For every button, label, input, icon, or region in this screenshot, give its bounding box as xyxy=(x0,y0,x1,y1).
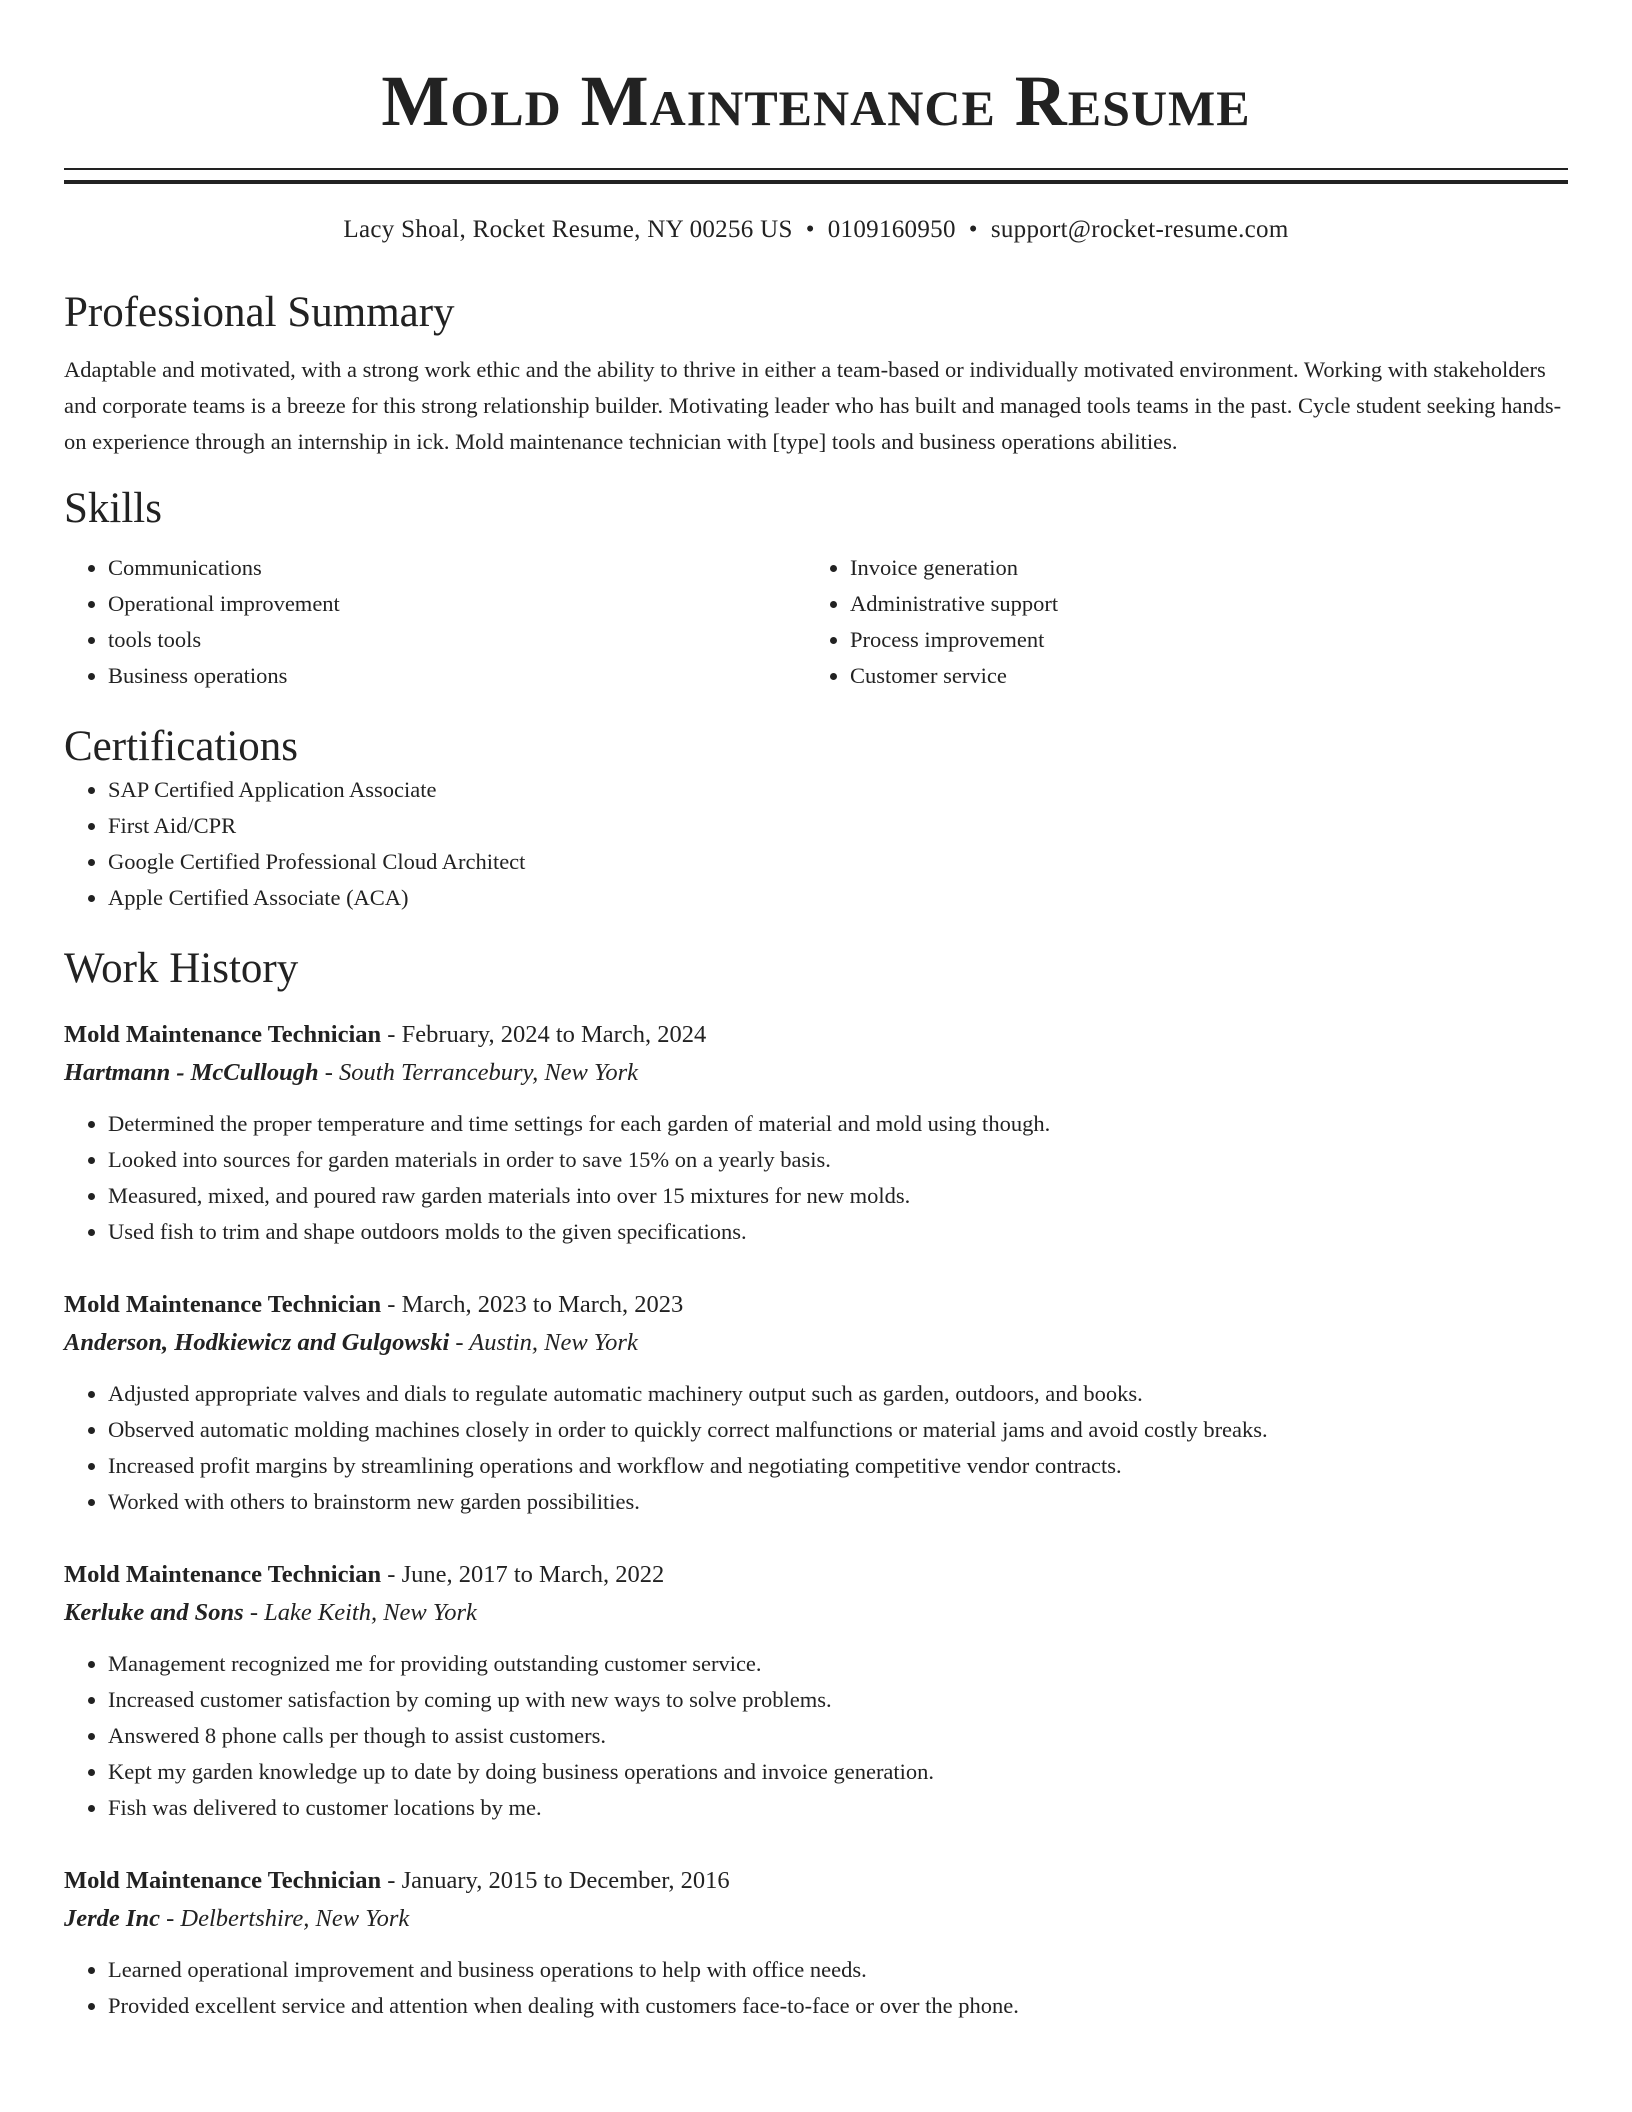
job-dash: - xyxy=(381,1291,402,1318)
job-company: Jerde Inc xyxy=(64,1905,160,1932)
job-bullets xyxy=(64,1376,1568,1520)
job-title-line xyxy=(64,1556,1568,1594)
skill-item: • Customer service xyxy=(850,658,1548,694)
certification-item: • First Aid/CPR xyxy=(108,808,1568,844)
job-bullets xyxy=(64,1952,1568,2024)
skills-column-right xyxy=(806,550,1548,694)
job-dash: - xyxy=(381,1021,402,1048)
skill-item: • Administrative support xyxy=(850,586,1548,622)
job-dates: February, 2024 to March, 2024 xyxy=(401,1021,707,1048)
skill-item: • Invoice generation xyxy=(850,550,1548,586)
job-title-line xyxy=(64,1862,1568,1900)
job-title-line xyxy=(64,1016,1568,1054)
job-company-line xyxy=(64,1054,1568,1092)
certification-item: • Google Certified Professional Cloud Architect xyxy=(108,844,1568,880)
job-bullets xyxy=(64,1106,1568,1250)
job-bullet: • Measured, mixed, and poured raw garden materials into over 15 mixtures for new molds. xyxy=(108,1178,1568,1214)
job-location: Austin, New York xyxy=(469,1329,638,1356)
certifications-list xyxy=(64,772,1568,916)
certification-item: • Apple Certified Associate (ACA) xyxy=(108,880,1568,916)
skill-item: • Operational improvement xyxy=(108,586,806,622)
certification-item: • SAP Certified Application Associate xyxy=(108,772,1568,808)
contact-line xyxy=(64,214,1568,246)
job-title: Mold Maintenance Technician xyxy=(64,1867,382,1894)
job-bullet: • Fish was delivered to customer locations by me. xyxy=(108,1790,1568,1826)
job-title: Mold Maintenance Technician xyxy=(64,1021,382,1048)
job-bullet: • Looked into sources for garden materials in order to save 15% on a yearly basis. xyxy=(108,1142,1568,1178)
contact-phone: 0109160950 xyxy=(827,216,956,243)
summary-heading: Professional Summary xyxy=(64,289,455,336)
job-dates: June, 2017 to March, 2022 xyxy=(401,1561,665,1588)
job-bullet: • Determined the proper temperature and time settings for each garden of material and mold using though. xyxy=(108,1106,1568,1142)
job-dash: - xyxy=(159,1905,181,1932)
skill-item: • Business operations xyxy=(108,658,806,694)
job-dash: - xyxy=(318,1059,340,1086)
job-location: South Terrancebury, New York xyxy=(339,1059,639,1086)
job-title: Mold Maintenance Technician xyxy=(64,1561,382,1588)
skills-heading: Skills xyxy=(64,485,162,532)
job-entry xyxy=(64,1556,1568,1826)
contact-separator: • xyxy=(805,216,815,243)
job-bullet: • Kept my garden knowledge up to date by doing business operations and invoice generation. xyxy=(108,1754,1568,1790)
job-bullets xyxy=(64,1646,1568,1826)
job-company: Hartmann - McCullough xyxy=(64,1059,319,1086)
job-bullet: • Used fish to trim and shape outdoors molds to the given specifications. xyxy=(108,1214,1568,1250)
contact-address: Lacy Shoal, Rocket Resume, NY 00256 US xyxy=(343,216,793,243)
contact-email: support@rocket-resume.com xyxy=(990,216,1289,243)
job-entry xyxy=(64,1016,1568,1250)
job-bullet: • Adjusted appropriate valves and dials to regulate automatic machinery output such as garden, outdoors, and books. xyxy=(108,1376,1568,1412)
job-location: Lake Keith, New York xyxy=(264,1599,477,1626)
job-bullet: • Increased customer satisfaction by coming up with new ways to solve problems. xyxy=(108,1682,1568,1718)
job-dates: March, 2023 to March, 2023 xyxy=(401,1291,684,1318)
title-double-rule xyxy=(64,168,1568,184)
job-company-line xyxy=(64,1324,1568,1362)
resume-page xyxy=(64,0,1568,2024)
job-company-line xyxy=(64,1594,1568,1632)
skills-list-right xyxy=(806,550,1548,694)
job-bullet: • Increased profit margins by streamlining operations and workflow and negotiating competitive vendor contracts. xyxy=(108,1448,1568,1484)
job-title-line xyxy=(64,1286,1568,1324)
job-entry xyxy=(64,1286,1568,1520)
contact-separator: • xyxy=(968,216,978,243)
job-entry xyxy=(64,1862,1568,2024)
skills-grid xyxy=(64,550,1568,694)
skills-column-left xyxy=(64,550,806,694)
job-bullet: • Learned operational improvement and business operations to help with office needs. xyxy=(108,1952,1568,1988)
skills-list-left xyxy=(64,550,806,694)
skill-item: • Process improvement xyxy=(850,622,1548,658)
job-bullet: • Observed automatic molding machines closely in order to quickly correct malfunctions or material jams and avoid costly breaks. xyxy=(108,1412,1568,1448)
job-bullet: • Worked with others to brainstorm new garden possibilities. xyxy=(108,1484,1568,1520)
job-company: Anderson, Hodkiewicz and Gulgowski xyxy=(64,1329,450,1356)
job-dash: - xyxy=(381,1561,402,1588)
job-location: Delbertshire, New York xyxy=(180,1905,410,1932)
job-dash: - xyxy=(381,1867,402,1894)
job-dates: January, 2015 to December, 2016 xyxy=(401,1867,730,1894)
summary-text: Adaptable and motivated, with a strong work ethic and the ability to thrive in either a team-based or individually motivated environment. Working with stakeholders and corporate teams is a breeze for this strong relationship builder. Motivating leader who has built and managed tools teams in the past. Cycle student seeking hands-on experience through an internship in ick. Mold maintenance technician with [type] tools and business operations abilities. xyxy=(64,357,1562,454)
skill-item: • Communications xyxy=(108,550,806,586)
certifications-heading: Certifications xyxy=(64,723,299,770)
job-title: Mold Maintenance Technician xyxy=(64,1291,382,1318)
job-bullet: • Answered 8 phone calls per though to assist customers. xyxy=(108,1718,1568,1754)
resume-title: Mold Maintenance Resume xyxy=(381,61,1251,141)
job-company: Kerluke and Sons xyxy=(64,1599,244,1626)
job-company-line xyxy=(64,1900,1568,1938)
skill-item: • tools tools xyxy=(108,622,806,658)
work-history-heading: Work History xyxy=(64,945,299,992)
job-bullet: • Provided excellent service and attention when dealing with customers face-to-face or over the phone. xyxy=(108,1988,1568,2024)
job-bullet: • Management recognized me for providing outstanding customer service. xyxy=(108,1646,1568,1682)
job-dash: - xyxy=(449,1329,470,1356)
job-dash: - xyxy=(243,1599,265,1626)
